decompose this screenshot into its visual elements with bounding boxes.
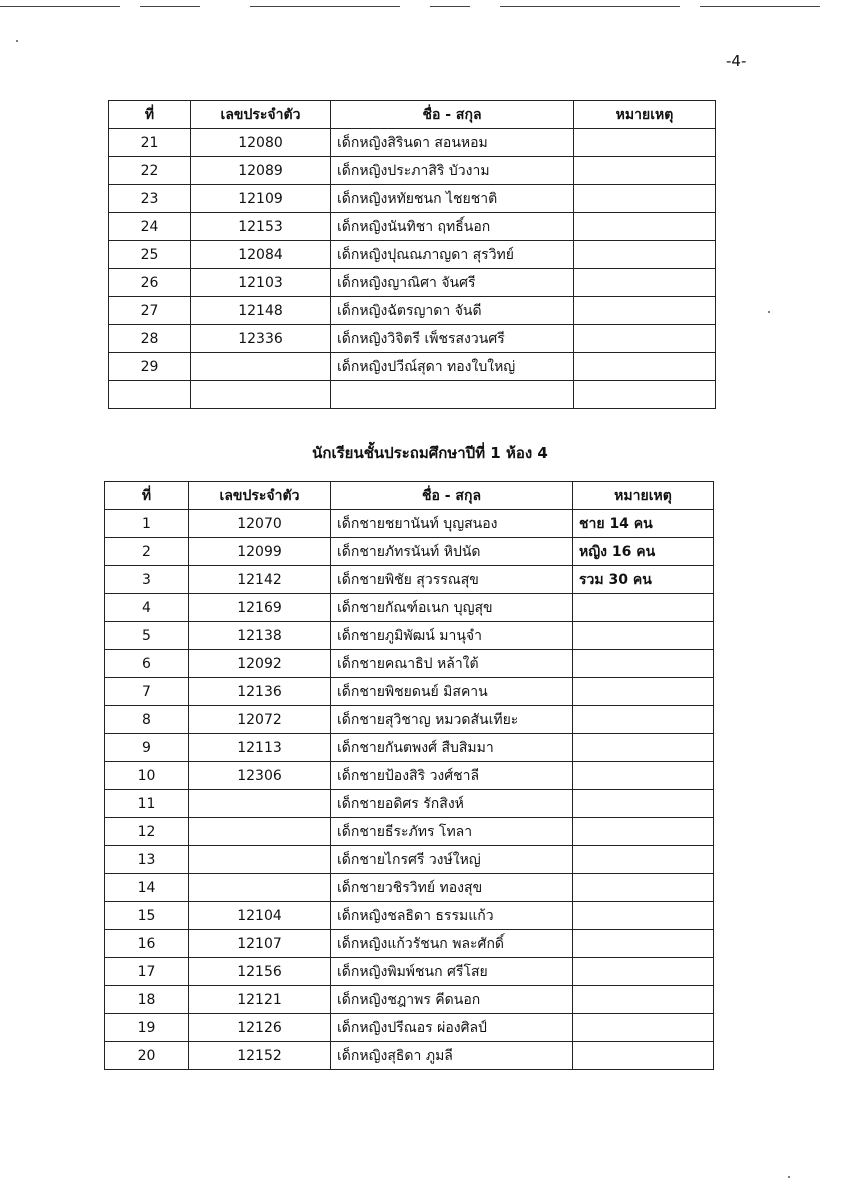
student-id: 12336: [191, 325, 331, 353]
row-number: 7: [105, 678, 189, 706]
row-number: 19: [105, 1014, 189, 1042]
row-number: 14: [105, 874, 189, 902]
row-number: 8: [105, 706, 189, 734]
table-row: [105, 706, 714, 734]
remark: [574, 241, 716, 269]
student-name: เด็กชายภูมิพัฒน์ มานุจำ: [331, 622, 573, 650]
student-id: 12089: [191, 157, 331, 185]
row-number: 2: [105, 538, 189, 566]
section-heading: นักเรียนชั้นประถมศึกษาปีที่ 1 ห้อง 4: [312, 444, 548, 462]
student-name: เด็กชายไกรศรี วงษ์ใหญ่: [331, 846, 573, 874]
row-number: 17: [105, 958, 189, 986]
table-row: [109, 325, 716, 353]
header-name: ชื่อ - สกุล: [331, 482, 573, 510]
remark: [573, 874, 714, 902]
remark: [573, 706, 714, 734]
student-name: เด็กชายอดิศร รักสิงห์: [331, 790, 573, 818]
student-name: เด็กชายภัทรนันท์ หิปนัด: [331, 538, 573, 566]
scan-edge-marks: [0, 0, 860, 12]
student-id: 12099: [189, 538, 331, 566]
row-number: 10: [105, 762, 189, 790]
student-name: เด็กหญิงสุธิดา ภูมลี: [331, 1042, 573, 1070]
table-row: [105, 846, 714, 874]
header-remark: หมายเหตุ: [574, 101, 716, 129]
student-id: 12156: [189, 958, 331, 986]
student-table-class-1-4: [104, 481, 714, 1070]
student-name: เด็กชายพิชยดนย์ มิสคาน: [331, 678, 573, 706]
remark: [573, 846, 714, 874]
remark: [574, 157, 716, 185]
table-header-row: [105, 482, 714, 510]
student-name: เด็กชายพิชัย สุวรรณสุข: [331, 566, 573, 594]
row-number: 27: [109, 297, 191, 325]
table-row: [105, 986, 714, 1014]
table-row: [105, 874, 714, 902]
student-name: [331, 381, 574, 409]
remark: [573, 762, 714, 790]
table-row: [105, 1042, 714, 1070]
student-id: [189, 846, 331, 874]
table-row: [109, 241, 716, 269]
remark: [574, 185, 716, 213]
row-number: 29: [109, 353, 191, 381]
student-id: 12072: [189, 706, 331, 734]
student-id: 12103: [191, 269, 331, 297]
student-id: 12104: [189, 902, 331, 930]
remark: [573, 818, 714, 846]
table-row: [105, 762, 714, 790]
student-name: เด็กหญิงสิรินดา สอนหอม: [331, 129, 574, 157]
table-row: [105, 734, 714, 762]
remark: [574, 269, 716, 297]
remark: [573, 986, 714, 1014]
table-row: [105, 678, 714, 706]
student-name: เด็กหญิงปรีณอร ผ่องศิลป์: [331, 1014, 573, 1042]
row-number: 15: [105, 902, 189, 930]
student-id: 12152: [189, 1042, 331, 1070]
student-name: เด็กชายธีระภัทร โทลา: [331, 818, 573, 846]
remark: [573, 1014, 714, 1042]
student-name: เด็กชายวชิรวิทย์ ทองสุข: [331, 874, 573, 902]
student-name: เด็กชายชยานันท์ บุญสนอง: [331, 510, 573, 538]
student-name: เด็กชายสุวิชาญ หมวดสันเทียะ: [331, 706, 573, 734]
student-name: เด็กหญิงญาณิศา จันศรี: [331, 269, 574, 297]
row-number: 9: [105, 734, 189, 762]
row-number: 28: [109, 325, 191, 353]
student-name: เด็กหญิงนันทิชา ฤทธิ์นอก: [331, 213, 574, 241]
student-id: [189, 874, 331, 902]
student-id: 12107: [189, 930, 331, 958]
header-student-id: เลขประจำตัว: [191, 101, 331, 129]
student-name: เด็กหญิงฉัตรญาดา จันดี: [331, 297, 574, 325]
student-name: เด็กหญิงพิมพ์ชนก ศรีโสย: [331, 958, 573, 986]
row-number: 6: [105, 650, 189, 678]
student-table-continued: [108, 100, 716, 409]
student-id: [189, 790, 331, 818]
row-number: 20: [105, 1042, 189, 1070]
student-id: 12121: [189, 986, 331, 1014]
student-id: 12142: [189, 566, 331, 594]
remark: [573, 734, 714, 762]
row-number: 5: [105, 622, 189, 650]
table-row: [105, 538, 714, 566]
page-number: -4-: [726, 52, 747, 70]
remark: [574, 297, 716, 325]
remark: รวม 30 คน: [573, 566, 714, 594]
student-name: เด็กชายกัณฑ์อเนก บุญสุข: [331, 594, 573, 622]
table-row: [109, 381, 716, 409]
scan-speck: [788, 1176, 790, 1178]
row-number: 16: [105, 930, 189, 958]
table-row: [105, 818, 714, 846]
header-name: ชื่อ - สกุล: [331, 101, 574, 129]
table-row: [105, 958, 714, 986]
table-row: [109, 269, 716, 297]
student-id: 12138: [189, 622, 331, 650]
remark: ชาย 14 คน: [573, 510, 714, 538]
student-id: 12136: [189, 678, 331, 706]
student-name: เด็กหญิงแก้วรัชนก พละศักดิ์: [331, 930, 573, 958]
row-number: 24: [109, 213, 191, 241]
table-row: [105, 594, 714, 622]
remark: [574, 353, 716, 381]
header-no: ที่: [105, 482, 189, 510]
remark: [573, 622, 714, 650]
student-name: เด็กหญิงปวีณ์สุดา ทองใบใหญ่: [331, 353, 574, 381]
remark: [573, 594, 714, 622]
table-row: [105, 566, 714, 594]
row-number: 11: [105, 790, 189, 818]
student-id: 12169: [189, 594, 331, 622]
remark: หญิง 16 คน: [573, 538, 714, 566]
student-name: เด็กหญิงประภาสิริ บัวงาม: [331, 157, 574, 185]
remark: [573, 902, 714, 930]
header-remark: หมายเหตุ: [573, 482, 714, 510]
header-student-id: เลขประจำตัว: [189, 482, 331, 510]
student-name: เด็กหญิงปุณณภาญดา สุรวิทย์: [331, 241, 574, 269]
student-name: เด็กหญิงชฎาพร คีดนอก: [331, 986, 573, 1014]
student-name: เด็กหญิงวิจิตรี เพ็ชรสงวนศรี: [331, 325, 574, 353]
student-id: 12092: [189, 650, 331, 678]
student-id: 12070: [189, 510, 331, 538]
table-row: [109, 157, 716, 185]
student-name: เด็กชายกันตพงศ์ สืบสิมมา: [331, 734, 573, 762]
row-number: 22: [109, 157, 191, 185]
student-id: [189, 818, 331, 846]
scan-speck: [768, 311, 770, 313]
student-id: 12153: [191, 213, 331, 241]
table-row: [109, 353, 716, 381]
student-name: เด็กหญิงหทัยชนก ไชยชาติ: [331, 185, 574, 213]
table-row: [109, 185, 716, 213]
row-number: 3: [105, 566, 189, 594]
remark: [573, 678, 714, 706]
table-header-row: [109, 101, 716, 129]
table-row: [109, 213, 716, 241]
student-id: 12080: [191, 129, 331, 157]
student-id: [191, 353, 331, 381]
remark: [573, 930, 714, 958]
row-number: 13: [105, 846, 189, 874]
remark: [573, 958, 714, 986]
student-name: เด็กชายป้องสิริ วงศ์ชาลี: [331, 762, 573, 790]
table-row: [105, 790, 714, 818]
header-no: ที่: [109, 101, 191, 129]
remark: [574, 325, 716, 353]
row-number: 23: [109, 185, 191, 213]
table-row: [105, 650, 714, 678]
student-name: เด็กหญิงชลธิดา ธรรมแก้ว: [331, 902, 573, 930]
remark: [573, 650, 714, 678]
remark: [574, 213, 716, 241]
student-id: 12126: [189, 1014, 331, 1042]
remark: [574, 381, 716, 409]
remark: [574, 129, 716, 157]
table-row: [105, 1014, 714, 1042]
row-number: 4: [105, 594, 189, 622]
student-id: 12113: [189, 734, 331, 762]
table-row: [109, 297, 716, 325]
row-number: [109, 381, 191, 409]
table-row: [105, 930, 714, 958]
table-row: [105, 510, 714, 538]
row-number: 21: [109, 129, 191, 157]
row-number: 25: [109, 241, 191, 269]
row-number: 12: [105, 818, 189, 846]
student-id: 12084: [191, 241, 331, 269]
student-id: [191, 381, 331, 409]
table-row: [109, 129, 716, 157]
table-row: [105, 902, 714, 930]
table-row: [105, 622, 714, 650]
remark: [573, 790, 714, 818]
row-number: 18: [105, 986, 189, 1014]
student-id: 12306: [189, 762, 331, 790]
remark: [573, 1042, 714, 1070]
scan-speck: [16, 40, 18, 42]
student-id: 12148: [191, 297, 331, 325]
student-name: เด็กชายคณาธิป หล้าใต้: [331, 650, 573, 678]
row-number: 1: [105, 510, 189, 538]
row-number: 26: [109, 269, 191, 297]
student-id: 12109: [191, 185, 331, 213]
